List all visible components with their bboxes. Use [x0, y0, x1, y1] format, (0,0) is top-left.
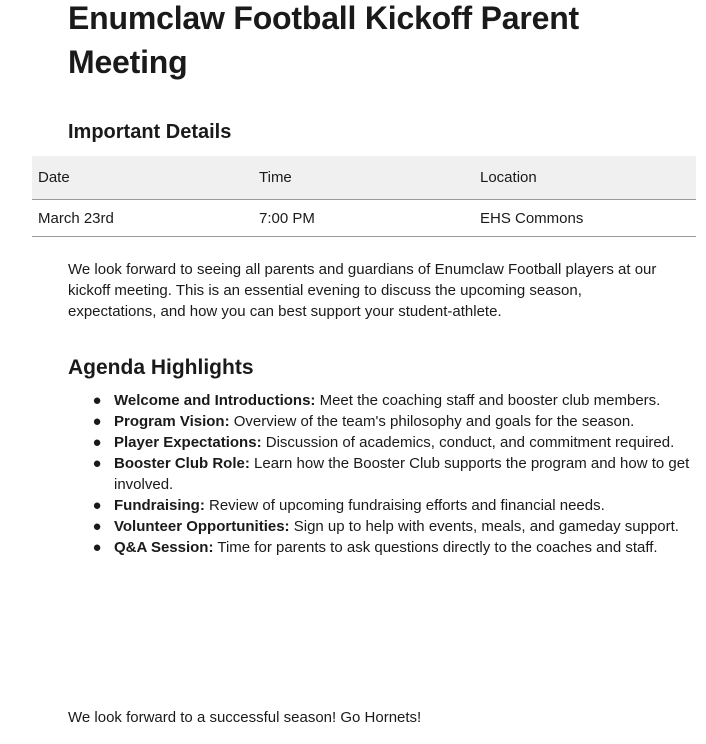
agenda-item-text: Discussion of academics, conduct, and commitment required. [261, 434, 675, 451]
table-row [32, 200, 696, 237]
agenda-item-text: Time for parents to ask questions directly to the coaches and staff. [213, 539, 658, 556]
closing-paragraph: We look forward to a successful season! Go Hornets! [68, 709, 422, 726]
agenda-item-label: Program Vision: [114, 413, 230, 430]
list-item [92, 537, 706, 558]
bullet-icon: ● [92, 497, 102, 514]
agenda-item-label: Welcome and Introductions: [114, 392, 316, 409]
list-item [92, 516, 706, 537]
list-item [92, 390, 706, 411]
column-header-date: Date [32, 156, 253, 200]
bullet-icon: ● [92, 539, 102, 556]
agenda-list [68, 390, 706, 558]
table-header-row [32, 156, 696, 200]
agenda-item-label: Fundraising: [114, 497, 205, 514]
details-heading: Important Details [68, 121, 232, 143]
bullet-icon: ● [92, 413, 102, 430]
details-table [32, 156, 696, 237]
bullet-icon: ● [92, 392, 102, 409]
agenda-item-text: Review of upcoming fundraising efforts and financial needs. [204, 497, 605, 514]
list-item [92, 432, 706, 453]
time-cell: 7:00 PM [253, 200, 474, 237]
location-cell: EHS Commons [474, 200, 696, 237]
agenda-item-label: Volunteer Opportunities: [114, 518, 290, 535]
agenda-item-text: Sign up to help with events, meals, and gameday support. [289, 518, 679, 535]
column-header-time: Time [253, 156, 474, 200]
bullet-icon: ● [92, 434, 102, 451]
agenda-heading: Agenda Highlights [68, 356, 254, 379]
agenda-item-text: Meet the coaching staff and booster club members. [315, 392, 661, 409]
bullet-icon: ● [92, 518, 102, 535]
agenda-item-text: Overview of the team's philosophy and goals for the season. [229, 413, 635, 430]
agenda-item-text: Learn how the Booster Club supports the program and how to get involved. [114, 455, 690, 493]
column-header-location: Location [474, 156, 696, 200]
intro-paragraph: We look forward to seeing all parents and guardians of Enumclaw Football players at our kickoff meeting. This is an essential evening to discuss the upcoming season, expectations, and how you can best support your student-athlete. [68, 261, 657, 320]
agenda-item-label: Q&A Session: [114, 539, 214, 556]
list-item [92, 495, 706, 516]
list-item [92, 411, 706, 432]
page-title: Enumclaw Football Kickoff Parent Meeting [68, 0, 580, 80]
bullet-icon: ● [92, 455, 102, 472]
list-item [92, 453, 706, 495]
date-cell: March 23rd [32, 200, 253, 237]
agenda-item-label: Booster Club Role: [114, 455, 250, 472]
agenda-item-label: Player Expectations: [114, 434, 262, 451]
